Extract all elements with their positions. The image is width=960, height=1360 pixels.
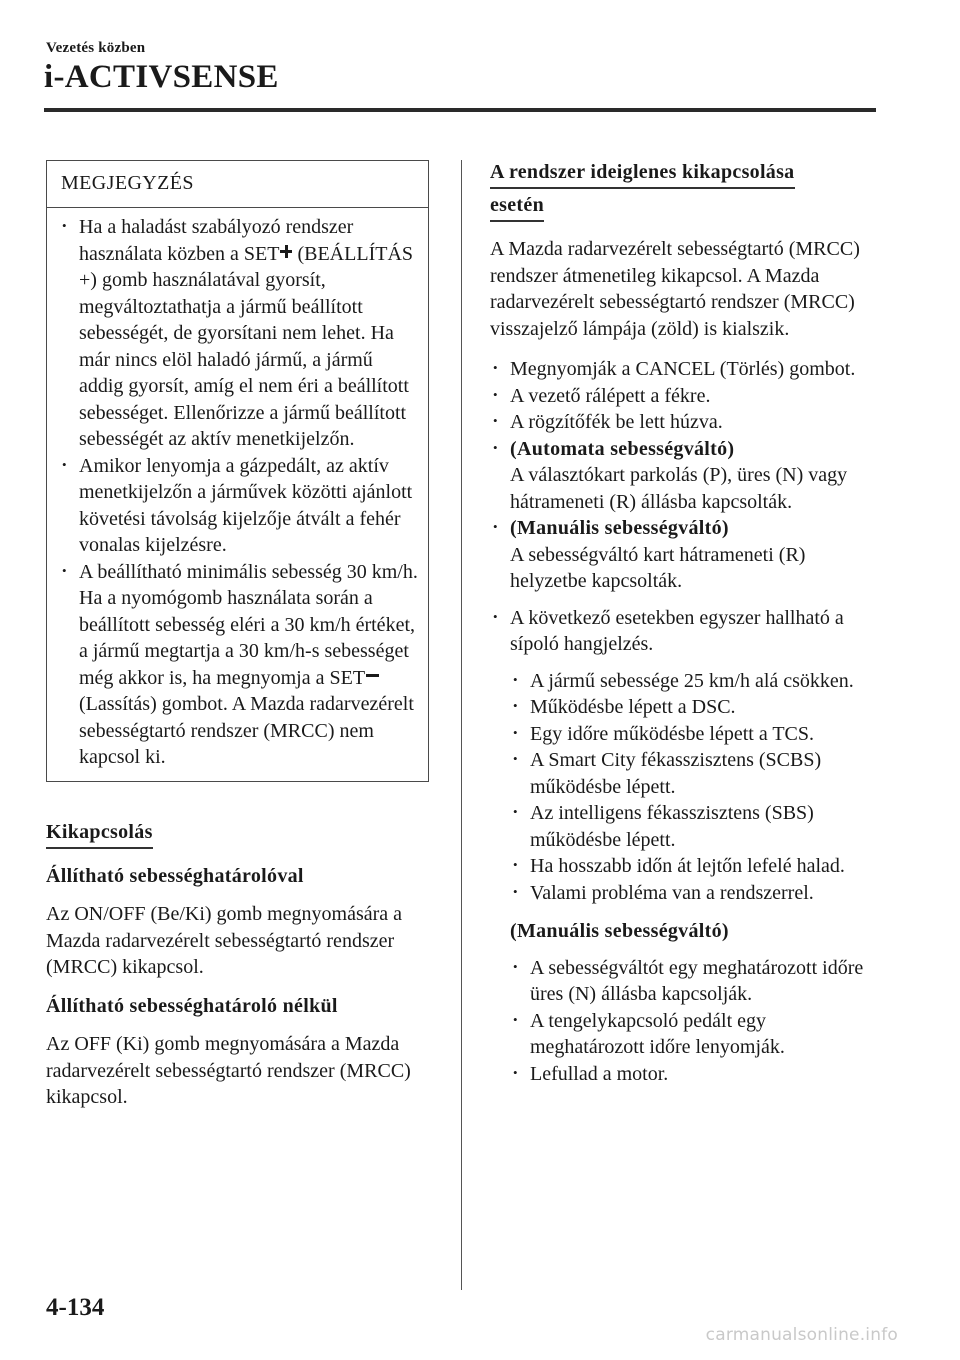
sub-list-item: • Működésbe lépett a DSC. xyxy=(510,694,885,721)
note-title: MEGJEGYZÉS xyxy=(47,161,428,208)
without-limiter-heading: Állítható sebességhatároló nélkül xyxy=(46,994,338,1017)
manual-transmission-heading: (Manuális sebességváltó) xyxy=(510,920,729,942)
list-item: • A vezető rálépett a fékre. xyxy=(490,383,885,410)
list-item: • Megnyomják a CANCEL (Törlés) gombot. xyxy=(490,356,885,383)
column-divider xyxy=(461,160,462,1290)
temp-off-heading-line1: A rendszer ideiglenes kikapcsolása xyxy=(490,160,795,189)
note-bullet-3-text-a: A beállítható minimális sebesség 30 km/h. Ha a nyomógomb használata során a beállított sebesség eléri a 30 km/h értéket, a jármű megtartja a 30 km/h-s sebességet még akkor is, ha megnyomja a SET xyxy=(79,560,418,689)
list-item xyxy=(490,436,885,516)
manual-label: (Manuális sebességváltó) xyxy=(510,517,729,539)
without-limiter-text: Az OFF (Ki) gomb megnyomására a Mazda radarvezérelt sebességtartó rendszer (MRCC) kikapcsol. xyxy=(46,1033,411,1108)
section-label: Vezetés közben xyxy=(46,40,146,56)
list-item: • A rögzítőfék be lett húzva. xyxy=(490,409,885,436)
temp-off-intro: A Mazda radarvezérelt sebességtartó (MRCC) rendszer átmenetileg kikapcsol. A Mazda radarvezérelt sebességtartó rendszer (MRCC) visszajelző lámpája (zöld) is kialszik. xyxy=(490,238,860,340)
sub-list-item: • Az intelligens fékasszisztens (SBS) működésbe lépett. xyxy=(510,800,885,853)
automatic-label: (Automata sebességváltó) xyxy=(510,437,735,460)
note-bullet-2: • Amikor lenyomja a gázpedált, az aktív menetkijelzőn a járművek közötti ajánlott követési távolság kijelzője átvált a fehér vonalas kijelzésre. xyxy=(59,453,418,559)
sub-list-item: • A tengelykapcsoló pedált egy meghatározott időre lenyomják. xyxy=(510,1008,885,1061)
header-rule xyxy=(44,108,876,112)
page-number: 4-134 xyxy=(46,1294,105,1321)
manual-text: A sebességváltó kart hátrameneti (R) helyzetbe kapcsolták. xyxy=(510,543,806,592)
note-box xyxy=(46,160,429,782)
with-limiter-heading: Állítható sebességhatárolóval xyxy=(46,864,304,887)
manual-sublist xyxy=(490,955,885,1088)
temp-off-heading-line2: esetén xyxy=(490,193,544,222)
with-limiter-text: Az ON/OFF (Be/Ki) gomb megnyomására a Mazda radarvezérelt sebességtartó rendszer (MRCC) kikapcsol. xyxy=(46,903,403,978)
plus-icon xyxy=(280,245,292,258)
sub-list-item: • A sebességváltót egy meghatározott időre üres (N) állásba kapcsolják. xyxy=(510,955,885,1008)
sub-list-item: • A Smart City fékasszisztens (SCBS) működésbe lépett. xyxy=(510,747,885,800)
minus-icon xyxy=(366,674,379,677)
sub-list-item: • A jármű sebessége 25 km/h alá csökken. xyxy=(510,668,885,695)
beep-sublist xyxy=(490,668,885,907)
note-bullet-1-text-a: Ha a haladást szabályozó rendszer használata közben a SET xyxy=(79,216,354,265)
sub-list-item: • Lefullad a motor. xyxy=(510,1061,885,1088)
note-bullet-3 xyxy=(59,559,418,771)
sub-list-item: • Valami probléma van a rendszerrel. xyxy=(510,880,885,907)
beep-bullet: • A következő esetekben egyszer hallható a sípoló hangjelzés. xyxy=(490,605,885,658)
temp-off-list xyxy=(490,356,885,595)
note-bullet-1-text-b: (BEÁLLÍTÁS +) gomb használatával gyorsít, megváltoztathatja a jármű beállított sebességét, de gyorsítani nem lehet. Ha már nincs elöl haladó jármű, a jármű addig gyorsít, amíg el nem éri a beállított sebességet. Ellenőrizze a jármű beállított sebességét az aktív menetkijelzőn. xyxy=(79,242,414,450)
watermark: carmanualsonline.info xyxy=(705,1325,898,1345)
left-column xyxy=(46,160,431,1111)
off-heading: Kikapcsolás xyxy=(46,820,153,849)
list-item xyxy=(490,515,885,595)
note-bullet-1 xyxy=(59,214,418,453)
automatic-text: A választókart parkolás (P), üres (N) vagy hátrameneti (R) állásba kapcsolták. xyxy=(510,464,848,513)
note-body xyxy=(47,208,428,781)
sub-list-item: • Egy időre működésbe lépett a TCS. xyxy=(510,721,885,748)
right-column xyxy=(490,160,885,1087)
sub-list-item: • Ha hosszabb időn át lejtőn lefelé halad. xyxy=(510,853,885,880)
note-bullet-3-text-b: (Lassítás) gombot. A Mazda radarvezérelt sebességtartó rendszer (MRCC) nem kapcsol ki. xyxy=(79,693,414,768)
chapter-title: i-ACTIVSENSE xyxy=(44,59,279,95)
